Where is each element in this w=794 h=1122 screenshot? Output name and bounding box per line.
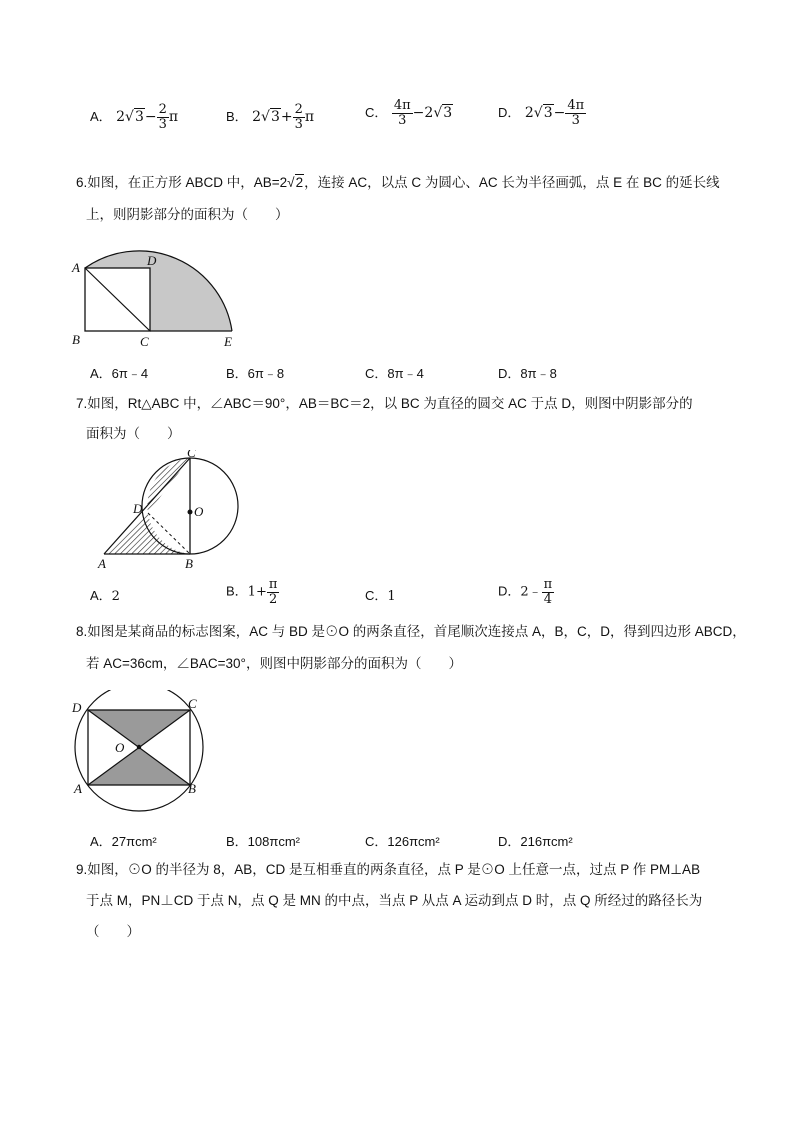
q7-shaded-upper (147, 458, 190, 513)
option-label: B． (226, 109, 248, 125)
q7-label-d: D (133, 501, 143, 516)
q8-stem-line1: 8.如图是某商品的标志图案，AC 与 BD 是⊙O 的两条直径，首尾顺次连接点 A，B，C，D，得到四边形 ABCD， (76, 624, 746, 639)
coef: 2 (116, 109, 126, 126)
q9-stem-line3: （ ） (86, 924, 140, 939)
q7-shaded-lower (104, 513, 190, 554)
q6-label-d: D (147, 253, 157, 268)
coef: 2 (524, 105, 534, 122)
q9-stem-line2: 于点 M，PN⊥CD 于点 N，点 Q 是 MN 的中点，当点 P 从点 A 运动到点 D 时，点 Q 所经过的路径长为 (86, 893, 703, 908)
pi: π (304, 109, 315, 126)
q7-label-o: O (194, 504, 204, 519)
q7-option-a: A．2 (90, 588, 120, 604)
pi: π (168, 109, 179, 126)
fraction: $\frac{\pi}{2}$ (268, 577, 278, 607)
q6-label-b: B (72, 332, 80, 347)
q6-label-a: A (72, 260, 80, 275)
q8-label-a: A (74, 781, 82, 796)
q7-stem-line1: 7.如图，Rt△ABC 中，∠ABC＝90°，AB＝BC＝2，以 BC 为直径的圆交 AC 于点 D，则图中阴影部分的 (76, 396, 693, 411)
q6-option-d: D．8π﹣8 (498, 366, 557, 381)
q8-label-d: D (72, 700, 82, 715)
q7-option-c: C．1 (365, 588, 396, 604)
sqrt: √3 (533, 105, 553, 122)
q6-label-e: E (224, 334, 232, 349)
q8-option-b: B．108πcm² (226, 834, 300, 849)
q5-option-d (498, 99, 586, 127)
q8-shaded-bottom (88, 747, 190, 785)
q8-label-o: O (115, 740, 125, 755)
q7-center-dot (188, 510, 193, 515)
q5-option-c (365, 99, 453, 127)
q9-stem-line1: 9.如图，⊙O 的半径为 8，AB，CD 是互相垂直的两条直径，点 P 是⊙O 上任意一点，过点 P 作 PM⊥AB (76, 862, 701, 877)
fraction: $\frac{\pi}{4}$ (543, 577, 553, 607)
q8-label-c: C (188, 696, 197, 711)
operator: − (553, 105, 566, 122)
q7-stem-line2: 面积为（ ） (86, 426, 181, 441)
sqrt: √3 (433, 105, 453, 122)
coef: 2 (252, 109, 262, 126)
operator: + (280, 109, 293, 126)
sqrt: √3 (261, 109, 280, 126)
q6-figure (66, 234, 246, 350)
q7-label-a: A (98, 556, 106, 571)
q5-option-a (90, 103, 178, 131)
sqrt: √2 (287, 175, 304, 190)
fraction: $\frac{2}{3}$ (158, 102, 167, 132)
q6-stem-line1: 6.如图，在正方形 ABCD 中，AB=2√2，连接 AC，以点 C 为圆心、AC 长为半径画弧，点 E 在 BC 的延长线 (76, 173, 720, 193)
q8-label-b: B (188, 781, 196, 796)
q8-option-a: A．27πcm² (90, 834, 157, 849)
q6-stem-line2: 上，则阴影部分的面积为（ ） (86, 207, 289, 222)
q8-stem-line2: 若 AC=36cm，∠BAC=30°，则图中阴影部分的面积为（ ） (86, 656, 462, 671)
q6-option-a: A．6π﹣4 (90, 366, 149, 381)
option-label: C． (365, 105, 388, 121)
q7-label-c: C (187, 450, 196, 460)
q7-figure (88, 450, 248, 576)
q6-option-b: B．6π﹣8 (226, 366, 285, 381)
q8-option-c: C．126πcm² (365, 834, 440, 849)
q8-shaded-top (88, 710, 190, 747)
q8-option-d: D．216πcm² (498, 834, 573, 849)
q7-label-b: B (185, 556, 193, 571)
option-label: A． (90, 109, 112, 125)
operator: −2 (412, 105, 434, 122)
fraction: $\frac{4\pi}{3}$ (567, 98, 585, 128)
operator: − (144, 109, 157, 126)
option-label: D． (498, 105, 521, 121)
q6-option-c: C．8π﹣4 (365, 366, 424, 381)
q6-shaded-region (85, 251, 232, 331)
fraction: $\frac{2}{3}$ (294, 102, 303, 132)
sqrt: √3 (125, 109, 144, 126)
q8-center-dot (137, 745, 141, 749)
q8-figure (66, 690, 214, 814)
q7-option-d: D．2﹣ $\frac{\pi}{4}$ (498, 577, 553, 607)
q5-option-b (226, 103, 314, 131)
q7-option-b: B．1+ $\frac{\pi}{2}$ (226, 577, 278, 607)
q6-label-c: C (140, 334, 149, 349)
fraction: $\frac{4\pi}{3}$ (393, 98, 411, 128)
